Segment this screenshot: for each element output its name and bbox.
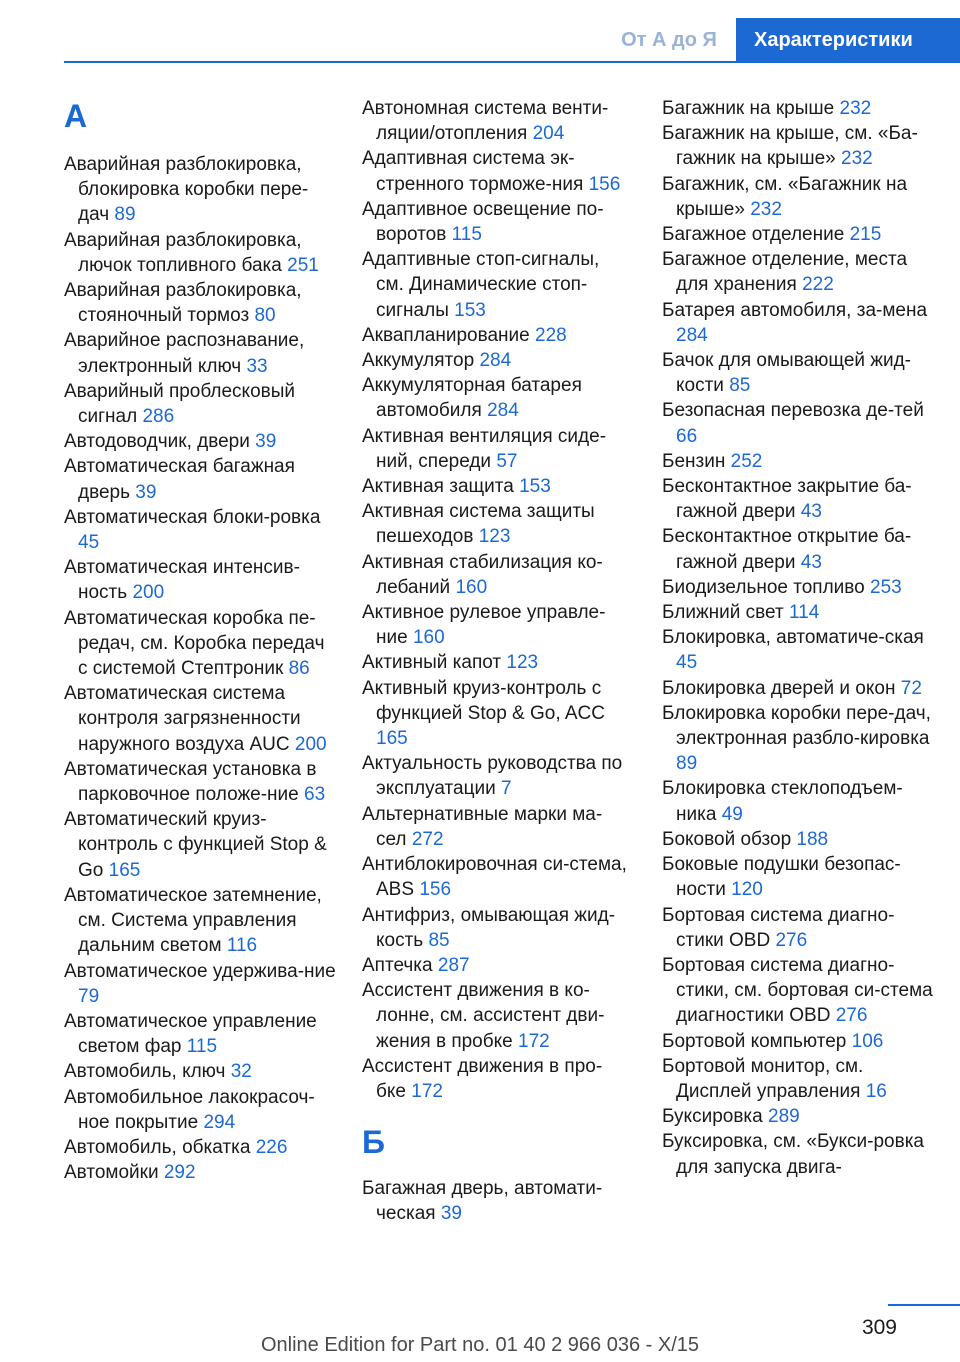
index-entry-text: Активный круиз-контроль с функцией Stop & Go, ACC — [362, 677, 605, 724]
index-entry-text: Аквапланирование — [362, 324, 530, 346]
index-entry — [362, 1054, 632, 1104]
index-entry — [64, 1085, 336, 1135]
page-link[interactable]: 276 — [835, 1005, 868, 1027]
page-link[interactable]: 80 — [254, 305, 276, 327]
page-link[interactable]: 115 — [186, 1036, 218, 1058]
index-entry-text: Автоматическое удержива-ние — [64, 960, 336, 982]
index-entry-text: Автоматическое затемнение, см. Система управления дальним светом — [64, 884, 322, 957]
index-letter-heading: Б — [362, 1124, 385, 1161]
index-letter-heading: А — [64, 98, 88, 134]
section-tab[interactable]: От А до Я — [621, 28, 717, 51]
page-link[interactable]: 86 — [288, 658, 310, 680]
index-entry — [362, 146, 632, 196]
index-entry — [64, 606, 336, 682]
index-entry-text: Багажное отделение, места для хранения — [662, 249, 908, 296]
page-link[interactable]: 115 — [451, 224, 482, 246]
index-entry-text: Автоматический круиз-контроль с функцией Stop & Go — [64, 809, 327, 881]
page-link[interactable]: 215 — [849, 224, 882, 246]
index-entry-text: Багажник на крыше — [662, 98, 835, 119]
index-entry-text: Аккумуляторная батарея автомобиля — [362, 375, 582, 422]
page-link[interactable]: 204 — [532, 123, 565, 145]
chapter-tab[interactable]: Характеристики — [736, 18, 960, 62]
index-entry — [64, 454, 336, 504]
index-entry — [362, 600, 632, 650]
index-entry-text: Бортовая система диагно-стики, см. бортовая си-стема диагностики OBD — [662, 954, 933, 1027]
index-entry — [662, 1029, 940, 1054]
page-link[interactable]: 39 — [255, 431, 277, 453]
index-entry — [662, 524, 940, 574]
index-entry — [64, 883, 336, 959]
page-link[interactable]: 89 — [676, 753, 698, 775]
index-entry — [662, 474, 940, 524]
page-link[interactable]: 33 — [246, 355, 268, 377]
index-entry — [362, 650, 632, 675]
page-link[interactable]: 165 — [108, 859, 141, 881]
index-entry-text: Бензин — [662, 450, 726, 472]
index-entry-text: Антифриз, омывающая жид-кость — [362, 904, 616, 951]
index-entry — [662, 449, 940, 474]
index-entry — [662, 903, 940, 953]
index-entry-text: Ассистент движения в про-бке — [362, 1055, 603, 1102]
page-link[interactable]: 172 — [411, 1080, 443, 1102]
index-entry — [362, 247, 632, 323]
page-link[interactable]: 45 — [676, 652, 698, 674]
index-entry — [64, 1009, 336, 1059]
page-link[interactable]: 160 — [455, 576, 488, 598]
page-link[interactable]: 160 — [412, 627, 445, 649]
index-entry — [362, 978, 632, 1054]
index-entry-text: Активная защита — [362, 476, 514, 498]
index-entry-text: Адаптивное освещение по-воротов — [362, 198, 604, 246]
index-entry-text: Буксировка, см. «Букси-ровка для запуска двига- — [662, 1131, 925, 1178]
index-entry — [362, 802, 632, 852]
page-link[interactable]: 153 — [454, 299, 486, 321]
index-entry — [662, 827, 940, 852]
index-entry — [662, 247, 940, 297]
index-entry-text: Автоматическая установка в парковочное положе-ние — [64, 758, 317, 806]
index-entry — [362, 499, 632, 549]
header-rule — [64, 61, 960, 63]
index-entry — [64, 1160, 336, 1185]
index-entry — [362, 373, 632, 423]
page-link[interactable]: 284 — [479, 350, 512, 372]
index-entry — [362, 348, 632, 373]
index-entry-text: Биодизельное топливо — [662, 576, 865, 598]
page-link[interactable]: 7 — [500, 778, 512, 800]
index-entry-text: Блокировка стеклоподъем-ника — [662, 778, 903, 825]
index-entry-text: Ближний свет — [662, 602, 784, 624]
index-column-2 — [362, 96, 632, 1227]
page-link[interactable]: 66 — [676, 425, 698, 447]
index-entry — [362, 550, 632, 600]
index-entry — [64, 228, 336, 278]
page-link[interactable]: 72 — [900, 677, 922, 699]
page-link[interactable]: 116 — [226, 935, 258, 957]
index-entry-text: Ассистент движения в ко-лонне, см. ассистент дви-жения в пробке — [362, 980, 605, 1052]
index-column-1 — [64, 96, 336, 1185]
index-entry-text: Альтернативные марки ма-сел — [362, 803, 603, 850]
page-link[interactable]: 85 — [428, 929, 450, 951]
index-entry-text: Автоматическая багажная дверь — [64, 456, 295, 503]
index-entry-text: Аккумулятор — [362, 350, 475, 372]
index-entry — [362, 424, 632, 474]
index-entry — [662, 1054, 940, 1104]
page-link[interactable]: 232 — [839, 98, 872, 119]
index-entry — [662, 625, 940, 675]
index-entry — [662, 121, 940, 171]
index-entry-text: Бортовой монитор, см. Дисплей управления — [662, 1055, 864, 1102]
index-entry — [662, 1129, 940, 1179]
page-link[interactable]: 289 — [768, 1106, 800, 1128]
page-link[interactable]: 228 — [535, 324, 567, 346]
index-entry — [64, 152, 336, 228]
page-link[interactable]: 232 — [750, 198, 782, 220]
index-entry-text: Активная вентиляция сиде-ний, спереди — [362, 425, 607, 472]
index-entry-text: Буксировка — [662, 1106, 763, 1128]
page-link[interactable]: 85 — [729, 375, 751, 397]
index-entry — [662, 676, 940, 701]
index-entry-text: Автомойки — [64, 1162, 159, 1184]
page-link[interactable]: 253 — [870, 576, 902, 598]
page-link[interactable]: 49 — [721, 803, 743, 825]
index-entry — [64, 328, 336, 378]
index-entry-text: Батарея автомобиля, за-мена — [662, 299, 928, 321]
page-link[interactable]: 156 — [588, 173, 621, 195]
index-entry — [362, 323, 632, 348]
index-entry-text: Бесконтактное открытие ба-гажной двери — [662, 526, 912, 573]
index-entry — [662, 701, 940, 777]
index-entry-text: Аварийная разблокировка, лючок топливного бака — [64, 229, 302, 276]
index-entry-text: Багажное отделение — [662, 224, 845, 246]
index-entry — [662, 600, 940, 625]
page-link[interactable]: 284 — [676, 324, 708, 346]
edition-footer: Online Edition for Part no. 01 40 2 966 036 - X/15 — [260, 1334, 700, 1356]
index-entry-text: Бесконтактное закрытие ба-гажной двери — [662, 476, 912, 523]
page-link[interactable]: 156 — [419, 879, 452, 901]
index-entry-text: Аварийное распознавание, электронный ключ — [64, 330, 305, 377]
index-entry — [362, 197, 632, 247]
page-link[interactable]: 43 — [800, 551, 822, 573]
page-link[interactable]: 16 — [865, 1080, 887, 1102]
index-entry — [662, 953, 940, 1029]
index-entry-text: Автономная система венти-ляции/отопления — [362, 98, 609, 145]
page-link[interactable]: 276 — [775, 929, 808, 951]
page-link[interactable]: 123 — [478, 526, 511, 548]
index-entry — [64, 278, 336, 328]
page-link[interactable]: 251 — [287, 254, 319, 276]
index-entry-text: Автомобильное лакокрасоч-ное покрытие — [64, 1086, 315, 1133]
index-entry — [64, 379, 336, 429]
index-entry — [64, 681, 336, 757]
index-entry-text: Автодоводчик, двери — [64, 431, 250, 453]
index-entry-text: Адаптивная система эк-стренного торможе-ния — [362, 148, 584, 195]
page-link[interactable]: 63 — [304, 784, 326, 806]
page-link[interactable]: 232 — [841, 148, 873, 170]
index-entry — [64, 429, 336, 454]
index-entry-text: Багажная дверь, автомати-ческая — [362, 1178, 603, 1225]
page-link[interactable]: 39 — [440, 1203, 462, 1225]
index-entry-text: Автоматическая коробка пе-редач, см. Коробка передач с системой Стептроник — [64, 607, 325, 680]
index-entry-text: Автоматическая интенсив-ность — [64, 557, 300, 604]
index-entry-text: Автомобиль, ключ — [64, 1061, 226, 1083]
index-entry — [662, 222, 940, 247]
page-link[interactable]: 272 — [411, 828, 444, 850]
page-link[interactable]: 165 — [376, 728, 408, 750]
index-entry — [662, 398, 940, 448]
page-link[interactable]: 39 — [135, 481, 157, 503]
page-link[interactable]: 226 — [255, 1136, 288, 1158]
footer-rule — [888, 1304, 960, 1306]
page-link[interactable]: 153 — [519, 476, 551, 498]
page-link[interactable]: 114 — [788, 602, 820, 624]
index-entry — [64, 959, 336, 1009]
index-entry — [662, 298, 940, 348]
index-entry-text: Антиблокировочная си-стема, ABS — [362, 854, 627, 901]
index-entry-text: Багажник на крыше, см. «Ба-гажник на крыше» — [662, 123, 918, 170]
index-entry-text: Бачок для омывающей жид-кости — [662, 350, 912, 397]
page-link[interactable]: 32 — [230, 1061, 252, 1083]
index-entry — [362, 953, 632, 978]
index-entry-text: Активная система защиты пешеходов — [362, 501, 595, 548]
index-entry-text: Автоматическая блоки-ровка — [64, 506, 321, 528]
index-entry — [362, 751, 632, 801]
index-entry-text: Автомобиль, обкатка — [64, 1136, 251, 1158]
page-link[interactable]: 43 — [800, 501, 822, 523]
page-link[interactable]: 45 — [78, 532, 100, 554]
index-entry-text: Боковой обзор — [662, 828, 792, 850]
index-entry — [64, 757, 336, 807]
page-link[interactable]: 89 — [114, 204, 136, 226]
index-entry-text: Блокировка коробки пере-дач, электронная разбло-кировка — [662, 702, 931, 750]
index-entry-text: Бортовой компьютер — [662, 1030, 847, 1052]
page-link[interactable]: 57 — [496, 450, 518, 472]
index-entry — [362, 474, 632, 499]
page-link[interactable]: 172 — [518, 1030, 550, 1052]
index-entry-text: Автоматическое управление светом фар — [64, 1010, 317, 1058]
index-entry-text: Актуальность руководства по эксплуатации — [362, 753, 623, 800]
index-entry — [362, 96, 632, 146]
index-entry-text: Блокировка дверей и окон — [662, 677, 896, 699]
index-entry — [64, 555, 336, 605]
index-entry-text: Активная стабилизация ко-лебаний — [362, 551, 603, 598]
index-entry — [662, 575, 940, 600]
index-entry-text: Багажник, см. «Багажник на крыше» — [662, 173, 908, 220]
index-entry — [662, 852, 940, 902]
index-entry — [362, 903, 632, 953]
index-entry-text: Автоматическая система контроля загрязненности наружного воздуха AUC — [64, 683, 301, 755]
index-entry — [662, 96, 940, 121]
page-link[interactable]: 200 — [294, 733, 327, 755]
index-column-3 — [662, 96, 940, 1180]
index-entry — [662, 1104, 940, 1129]
index-entry-text: Безопасная перевозка де-тей — [662, 400, 924, 422]
header-bar — [0, 0, 960, 62]
index-entry-text: Аварийная разблокировка, блокировка коробки пере-дач — [64, 154, 309, 226]
index-entry-text: Аварийный проблесковый сигнал — [64, 380, 296, 428]
page-link[interactable]: 79 — [78, 985, 100, 1007]
page-link[interactable]: 106 — [851, 1030, 884, 1052]
page-link[interactable]: 292 — [163, 1162, 196, 1184]
page-link[interactable]: 294 — [203, 1111, 236, 1133]
index-entry — [64, 1059, 336, 1084]
index-entry-text: Активный капот — [362, 652, 502, 674]
index-entry — [662, 172, 940, 222]
index-entry-text: Блокировка, автоматиче-ская — [662, 627, 924, 649]
index-entry-text: Аптечка — [362, 954, 433, 976]
page-link[interactable]: 123 — [506, 652, 539, 674]
page-link[interactable]: 286 — [142, 406, 175, 428]
page-number: 309 — [861, 1316, 897, 1339]
page-link[interactable]: 252 — [730, 450, 763, 472]
index-entry — [64, 505, 336, 555]
index-entry-text: Активное рулевое управле-ние — [362, 602, 606, 649]
index-entry — [362, 1176, 632, 1226]
index-entry-text: Аварийная разблокировка, стояночный тормоз — [64, 280, 302, 327]
index-entry — [64, 807, 336, 883]
index-entry — [662, 348, 940, 398]
page-link[interactable]: 287 — [437, 954, 470, 976]
index-entry-text: Боковые подушки безопас-ности — [662, 854, 901, 901]
page-link[interactable]: 222 — [802, 274, 834, 296]
index-entry-text: Адаптивные стоп-сигналы, см. Динамические стоп-сигналы — [362, 249, 600, 321]
index-entry — [64, 1135, 336, 1160]
page-link[interactable]: 200 — [132, 582, 165, 604]
page-link[interactable]: 188 — [796, 828, 829, 850]
index-entry — [362, 676, 632, 752]
page-link[interactable]: 284 — [487, 400, 519, 422]
page-link[interactable]: 120 — [731, 879, 763, 901]
index-entry — [362, 852, 632, 902]
index-entry-text: Бортовая система диагно-стики OBD — [662, 904, 895, 951]
index-entry — [662, 776, 940, 826]
